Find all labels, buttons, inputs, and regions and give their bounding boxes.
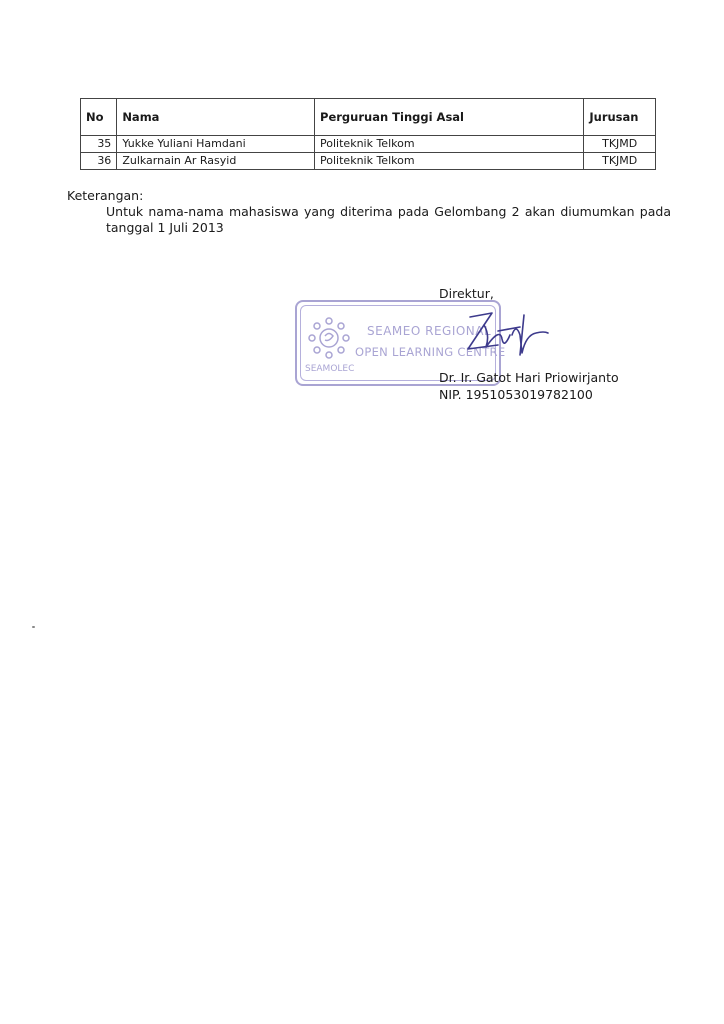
handwritten-signature <box>440 305 550 375</box>
row-nama: Zulkarnain Ar Rasyid <box>117 153 315 170</box>
signatory-name: Dr. Ir. Gatot Hari Priowirjanto <box>439 370 619 385</box>
header-nama: Nama <box>117 99 315 136</box>
row-nama: Yukke Yuliani Hamdani <box>117 136 315 153</box>
table-header-row <box>81 99 656 136</box>
notes-text: Untuk nama-nama mahasiswa yang diterima pada Gelombang 2 akan diumumkan pada tanggal 1 Juli 2013 <box>106 204 671 235</box>
notes-label: Keterangan: <box>67 188 144 203</box>
seamolec-logo-icon <box>307 316 351 360</box>
row-jurusan: TKJMD <box>584 136 656 153</box>
stamp-text-line1: SEAMEO REGIONAL <box>367 324 492 338</box>
table-row <box>81 153 656 170</box>
header-no: No <box>81 99 117 136</box>
row-perguruan: Politeknik Telkom <box>315 136 584 153</box>
notes-section <box>67 188 671 236</box>
signatory-title: Direktur, <box>439 286 494 301</box>
row-jurusan: TKJMD <box>584 153 656 170</box>
student-table <box>80 98 656 170</box>
scan-speck <box>32 626 35 628</box>
stamp-text-line3: SEAMOLEC <box>305 364 355 374</box>
row-perguruan: Politeknik Telkom <box>315 153 584 170</box>
table-row <box>81 136 656 153</box>
header-perguruan: Perguruan Tinggi Asal <box>315 99 584 136</box>
row-no: 35 <box>81 136 117 153</box>
stamp-text-line2: OPEN LEARNING CENTRE <box>355 345 506 359</box>
signatory-details <box>439 369 619 403</box>
header-jurusan: Jurusan <box>584 99 656 136</box>
signatory-nip: NIP. 1951053019782100 <box>439 387 593 402</box>
row-no: 36 <box>81 153 117 170</box>
